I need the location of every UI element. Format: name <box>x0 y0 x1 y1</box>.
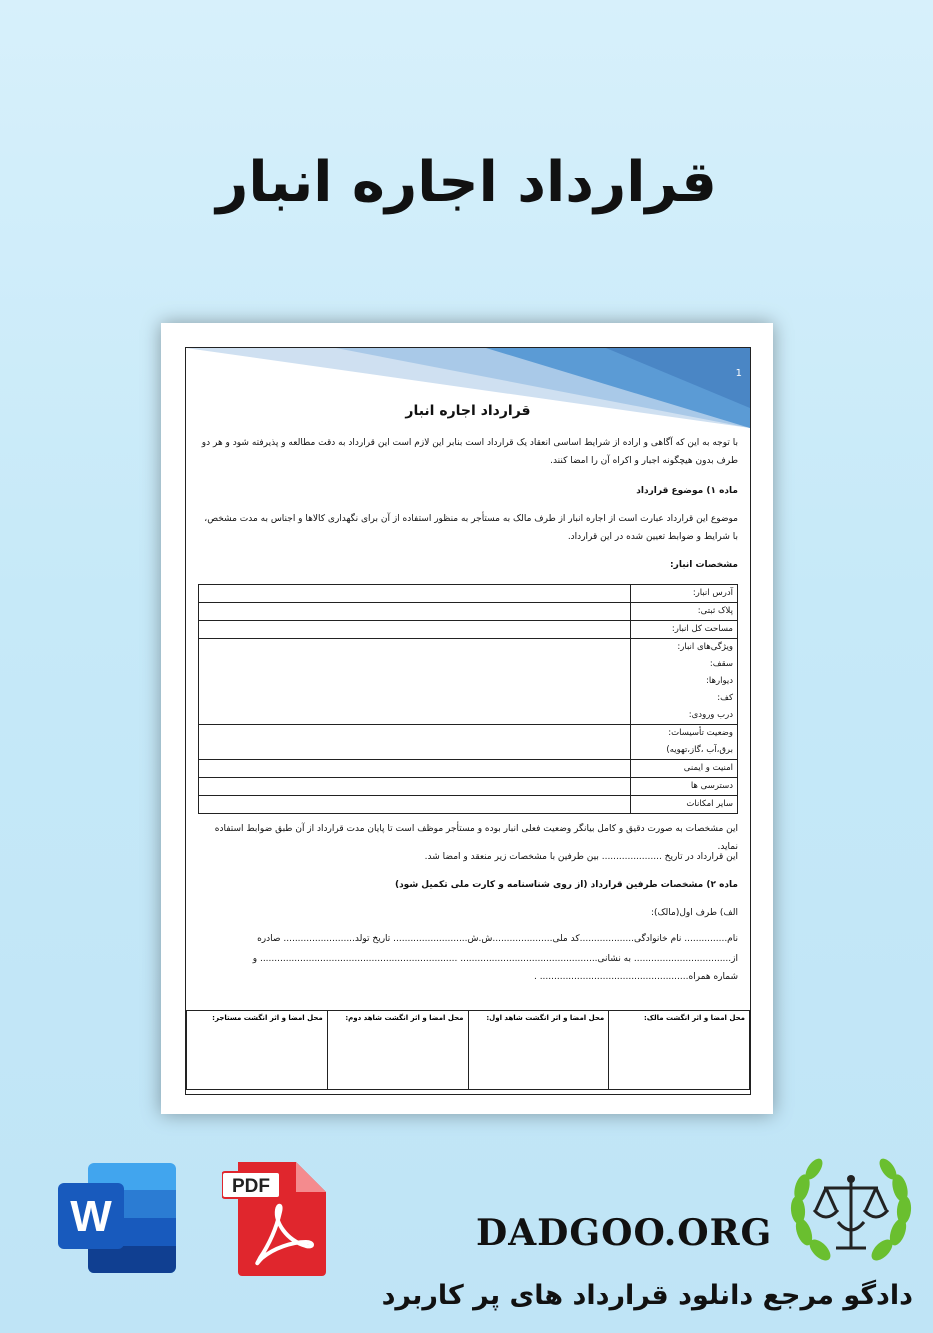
table-row-value <box>199 725 631 760</box>
after-table-paragraph: این مشخصات به صورت دقیق و کامل بیانگر وضعیت فعلی انبار بوده و مستأجر موظف است تا پایان مدت قرارداد از آن طبق ضوابط استفاده نماید. <box>214 824 738 852</box>
signature-table <box>186 1010 750 1090</box>
table-row-label-line: وضعیت تأسیسات: <box>668 728 733 738</box>
party-line-2: از.................................. به نشانی................................................ ..................................................................... و <box>252 954 738 964</box>
signature-cell-witness-1: محل امضا و اثر انگشت شاهد اول: <box>468 1011 609 1090</box>
table-row-label-line: پلاک ثبتی: <box>697 606 733 616</box>
table-row <box>199 760 738 778</box>
document-frame <box>185 347 751 1095</box>
table-row <box>199 778 738 796</box>
article2-heading: ماده ۲) مشخصات طرفین قرارداد (از روی شناسنامه و کارت ملی تکمیل شود) <box>394 880 738 890</box>
table-row <box>199 639 738 725</box>
word-icon <box>58 1163 178 1275</box>
table-row-label <box>631 585 738 603</box>
table-row-label-line: امنیت و ایمنی <box>683 763 733 773</box>
table-row-label <box>631 725 738 760</box>
table-row-value <box>199 585 631 603</box>
table-row-label <box>631 603 738 621</box>
scales-of-justice-logo-icon <box>786 1152 916 1274</box>
signature-cell-owner: محل امضا و اثر انگشت مالک: <box>609 1011 750 1090</box>
table-row-label-line: دسترسی ها <box>690 781 733 791</box>
page-number: 1 <box>735 368 742 379</box>
site-url: DADGOO.ORG <box>476 1212 773 1254</box>
pdf-icon <box>222 1160 328 1278</box>
footer-tagline: دادگو مرجع دانلود قرارداد های پر کاربرد <box>381 1280 913 1311</box>
table-row-value <box>199 760 631 778</box>
document-preview <box>161 323 773 1114</box>
table-row <box>199 725 738 760</box>
party-line-1: نام............... نام خانوادگی...................کد ملی.....................ش.ش.......................... تاریخ تولد......................... صادره <box>257 934 738 944</box>
table-row-label <box>631 796 738 814</box>
table-row-label <box>631 639 738 725</box>
table-row-value <box>199 621 631 639</box>
table-row-label-line: کف: <box>717 693 733 703</box>
page-title: قرارداد اجاره انبار <box>216 150 717 215</box>
warehouse-specs-table <box>198 584 738 814</box>
pdf-label: PDF <box>232 1176 270 1197</box>
table-row-label-line: درب ورودی: <box>688 710 733 720</box>
table-row-label-line: مساحت کل انبار: <box>671 624 733 634</box>
table-row-value <box>199 603 631 621</box>
intro-paragraph: با توجه به این که آگاهی و اراده از شرایط اساسی انعقاد یک قرارداد است بنابر این لازم است این قرارداد به دقت مطالعه و پذیرفته شود و هر دو طرف بدون هیچگونه اجبار و اکراه آن را امضا کنند. <box>201 438 738 466</box>
table-row-label <box>631 760 738 778</box>
table-row <box>199 585 738 603</box>
table-row-label-line: آدرس انبار: <box>692 588 733 598</box>
document-title: قرارداد اجاره انبار <box>405 403 531 419</box>
article1-paragraph: موضوع این قرارداد عبارت است از اجاره انبار از طرف مالک به مستأجر به منظور استفاده از آن برای نگهداری کالاها و اجناس به مدت مشخص، با شرایط و ضوابط تعیین شده در این قرارداد. <box>204 514 738 542</box>
word-letter: W <box>70 1192 112 1241</box>
specs-heading: مشخصات انبار: <box>670 560 738 570</box>
table-row-label-line: سایر امکانات <box>686 799 733 809</box>
contract-date-line: این قرارداد در تاریخ ..................... بین طرفین با مشخصات زیر منعقد و امضا شد. <box>424 852 738 862</box>
table-row <box>199 621 738 639</box>
signature-cell-witness-2: محل امضا و اثر انگشت شاهد دوم: <box>327 1011 468 1090</box>
table-row-label <box>631 621 738 639</box>
table-row-value <box>199 778 631 796</box>
table-row <box>199 796 738 814</box>
table-row-value <box>199 796 631 814</box>
table-row <box>199 603 738 621</box>
signature-cell-tenant: محل امضا و اثر انگشت مستاجر: <box>187 1011 328 1090</box>
table-row-label-line: ویژگی‌های انبار: <box>677 642 733 652</box>
table-row-label-line: سقف: <box>709 659 733 669</box>
party-line-3: شماره همراه.................................................... . <box>533 972 738 982</box>
table-row-label-line: دیوارها: <box>706 676 733 686</box>
table-row-label <box>631 778 738 796</box>
table-row-value <box>199 639 631 725</box>
article1-heading: ماده ۱) موضوع قرارداد <box>636 486 738 496</box>
party-a-label: الف) طرف اول(مالک): <box>650 908 738 918</box>
table-row-label-line: برق،آب ،گاز،تهویه) <box>666 745 733 755</box>
